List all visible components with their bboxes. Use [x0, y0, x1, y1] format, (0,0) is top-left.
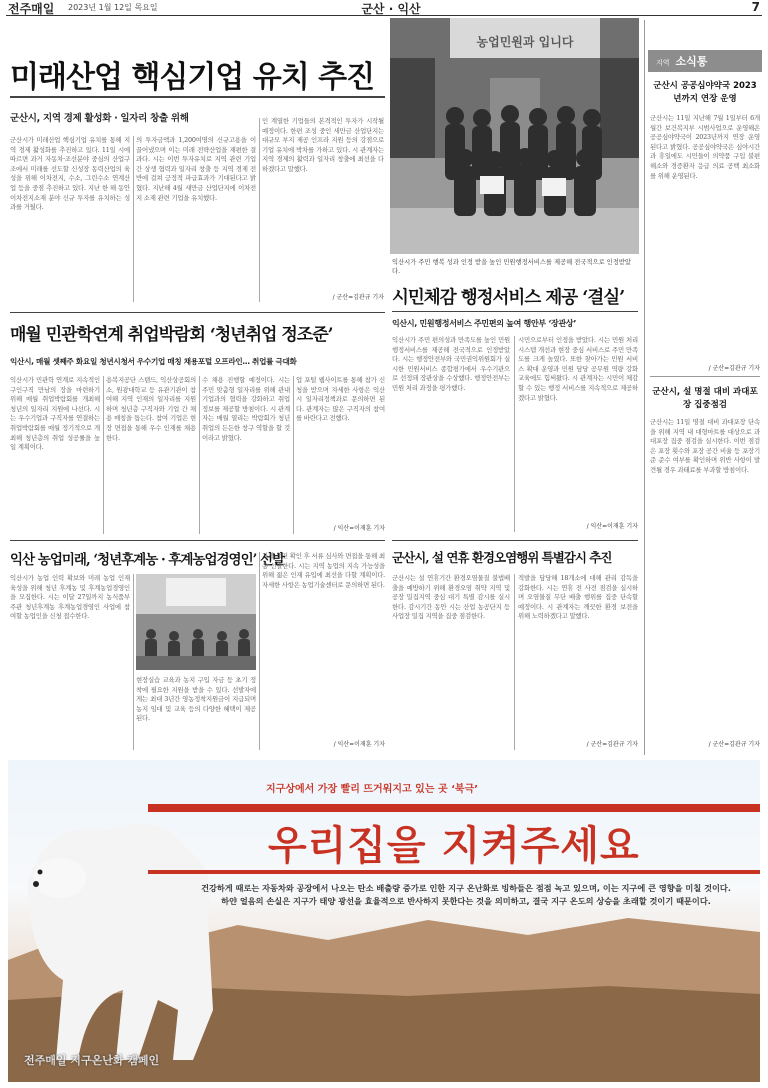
lead-headline: 미래산업 핵심기업 유치 추진	[10, 60, 375, 95]
jobfair-divider	[103, 376, 104, 534]
jobfair-headline: 매월 민관학연계 취업박람회 ‘청년취업 정조준’	[10, 325, 333, 345]
sidebar-title: 소식통	[675, 55, 708, 68]
jobfair-subhead: 익산시, 매월 셋째주 화요일 청년시청서 우수기업 매칭 채용포털 오프라인… 취업률 극대화	[10, 357, 297, 366]
svg-text:농업민원과 입니다: 농업민원과 입니다	[476, 35, 574, 49]
ad-stripe-bottom	[148, 870, 760, 874]
brief-1-title: 군산시 공공심야약국 2023년까지 연장 운영	[653, 81, 757, 104]
ad-text: 건강하게 때로는 자동차와 공장에서 나오는 탄소 배출량 증가로 인한 지구 온난화로 빙하들은 점점 녹고 있으며, 이는 지구에 큰 영향을 미칠 것이다. 하얀 얼음의 손실은 지구가 태양 광선을 효율적으로 반사하지 못한다는 것을 의미하고, 결국 지구 온도의 상승을 초래할 것이기 때문이다.	[201, 883, 731, 906]
brief-divider	[650, 376, 760, 377]
brief-2-title: 군산시, 설 명절 대비 과대포장 집중점검	[652, 387, 758, 410]
lead-divider	[259, 118, 260, 302]
farm-col-2: 현장실습 교육과 농지 구입 자금 등 초기 정착에 필요한 지원을 받을 수 있다. 선발자에게는 최대 3년간 영농정착지원금이 지급되며 농지 임대 및 교육 등의 다양한 혜택이 제공된다.	[136, 676, 256, 723]
jobfair-divider	[199, 376, 200, 534]
civil-col-1: 익산시가 주민 편의성과 만족도를 높인 민원행정서비스를 제공해 전국적으로 인정받았다. 시는 행정안전부와 국민권익위원회가 실시한 민원서비스 종합평가에서 우수기관으로 선정돼 장관상을 수상했다. 행정안전부는 민원 처리 과정을 평가했다.	[392, 336, 510, 392]
civil-byline: / 익산=이재훈 기자	[586, 523, 638, 530]
civil-rule	[392, 311, 638, 312]
lead-divider	[133, 136, 134, 302]
env-headline: 군산시, 설 연휴 환경오염행위 특별감시 추진	[392, 550, 612, 565]
job-top-rule	[10, 312, 385, 313]
farm-col-1: 익산시가 농업 인력 확보와 미래 농업 인재 육성을 위해 청년 후계농 및 후계농업경영인을 모집한다. 시는 이달 27일까지 농식품부 주관 청년후계농 후계농업경영인 사업에 참여할 농업인을 신청 접수한다.	[10, 574, 130, 621]
ad-main-title: 우리집을 지켜주세요	[268, 823, 640, 869]
farm-headline: 익산 농업미래, ‘청년후계농 · 후계농업경영인’ 선발	[10, 552, 285, 568]
jobfair-col-1: 익산시가 민관학 연계로 지속적인 구인구직 만남의 장을 마련하기 위해 매월 취업박람회를 개최해 청년의 일자리 지원에 나선다. 시는 우수기업과 구직자를 연결하는 취업박람회를 매월 정기적으로 개최해 청년층의 취업 성공률을 높일 계획이다.	[10, 376, 100, 452]
sidebar-label: 지역	[656, 59, 670, 67]
lead-col-1: 군산시가 미래산업 핵심기업 유치를 통해 지역 경제 활성화를 추진하고 있다. 11일 시에 따르면 과거 자동차·조선분야 중심의 산업구조에서 미래를 선도할 신성장 동력산업의 육성을 위해 이차전지, 수소, 그린수소 연계산업 등을 중점 추진하고 있다. 지난 한 해 동안 이차전지소재 분야 신규 투자를 유치하는 성과를 거뒀다.	[10, 136, 130, 212]
lead-photo-caption: 익산시가 주민 행복 성과 인정 받을 높인 민원행정서비스를 제공해 전국적으로 인정받았다.	[392, 259, 631, 275]
climate-ad	[8, 760, 760, 1082]
sidebar-divider	[644, 20, 645, 755]
jobfair-col-3: 수 채용 진행할 예정이다. 시는 주민 맞춤형 일자리를 위해 관내 기업과의 협력을 강화하고 취업 정보를 제공할 방침이다. 시 관계자는 매월 열리는 박람회가 청년 취업의 든든한 창구 역할을 할 것이라고 밝혔다.	[202, 376, 290, 442]
env-byline: / 군산=김관규 기자	[586, 741, 638, 748]
publication-name: 전주매일	[8, 2, 55, 16]
jobfair-byline: / 익산=이재훈 기자	[333, 525, 385, 532]
issue-date: 2023년 1월 12일 목요일	[68, 3, 158, 12]
ad-credit: 전주매일 지구온난화 캠페인	[24, 1054, 160, 1067]
farm-col-3: 자격 요건 확인 후 서류 심사와 면접을 통해 최종 선발한다. 시는 지역 농업의 지속 가능성을 위해 젊은 인재 유입에 최선을 다할 계획이다. 자세한 사항은 농업기술센터로 문의하면 된다.	[262, 552, 385, 589]
civil-headline: 시민체감 행정서비스 제공 ‘결실’	[392, 288, 625, 308]
brief-1-byline: / 군산=김관규 기자	[708, 365, 760, 372]
env-divider	[514, 574, 515, 750]
lead-col-3: 인 계열한 기업들의 본격적인 투자가 시작될 예정이다. 한편 조성 중인 새만금 산업단지는 대규모 부지 제공 인프라 지원 등의 강점으로 기업 유치에 박차를 가하고 있다. 시 관계자는 지역 경제의 활력과 일자리 창출에 최선을 다하겠다고 말했다.	[262, 117, 384, 173]
ad-small-title: 지구상에서 가장 빨리 뜨거워지고 있는 곳 ‘북극’	[266, 784, 479, 795]
sidebar-header	[648, 50, 762, 72]
ad-stripe-top	[148, 804, 760, 812]
farm-divider	[133, 574, 134, 750]
lead-col-2: 의 투자금액과 1,200여명의 신규고용을 이끌어냈으며 이는 미래 전략산업을 재편한 결과다. 시는 이번 투자유치로 지역 관련 기업 간 상생 협력과 일자리 창출 등 지역 경제 전반에 걸쳐 긍정적 파급효과가 기대된다고 밝혔다. 지난해 4월 새만금 산업단지에 이차전지 소재 관련 기업을 유치했다.	[136, 136, 256, 202]
env-col-1: 군산시는 설 연휴기간 환경오염물질 불법배출을 예방하기 위해 환경오염 취약 지역 및 공장 밀집지역 중심 대기 특별 감시를 실시한다. 감시기간 동안 시는 산업 농공단지 등 사업장 밀집 지역을 집중 점검한다.	[392, 574, 510, 621]
meeting-photo	[136, 574, 256, 670]
jobfair-col-2: 용복지공단 스탠드, 익산상공회의소, 원광대학교 등 유관기관이 참여해 지역 인재의 일자리를 지원하며 청년층 구직자와 기업 간 채용 매칭을 돕는다. 참여 기업은 현장 면접을 통해 우수 인재를 채용한다.	[106, 376, 196, 442]
lead-byline: / 군산=김관규 기자	[332, 294, 384, 301]
jobfair-col-4: 업 포털 웹사이트를 통해 참가 신청을 받으며 자세한 사항은 익산시 일자리정책과로 문의하면 된다. 관계자는 많은 구직자의 참여를 바란다고 전했다.	[296, 376, 385, 423]
masthead	[6, 0, 762, 16]
lead-rule	[10, 96, 385, 98]
jobfair-divider	[293, 376, 294, 534]
civil-divider	[514, 336, 515, 532]
civil-col-2: 시민으로부터 인정을 받았다. 시는 민원 처리 시스템 개선과 현장 중심 서비스로 주민 만족도를 크게 높였다. 또한 찾아가는 민원 서비스 확대 운영과 민원 담당 공무원 역량 강화 교육에도 힘써왔다. 시 관계자는 시민이 체감할 수 있는 행정 서비스를 지속적으로 제공하겠다고 밝혔다.	[518, 336, 638, 402]
brief-2-byline: / 군산=김관규 기자	[708, 741, 760, 748]
brief-2-body: 군산시는 11일 명절 대비 과대포장 단속을 위해 지역 내 대형마트를 대상으로 과대포장 집중 점검을 실시한다. 이번 점검은 포장 횟수와 포장 공간 비율 등 포장기준 준수 여부를 확인하며 위반 사항이 발견될 경우 과태료를 부과할 방침이다.	[650, 418, 760, 474]
lead-subhead: 군산시, 지역 경제 활성화 · 일자리 창출 위해	[10, 113, 189, 124]
farm-byline: / 익산=이재훈 기자	[333, 741, 385, 748]
section-name: 군산 · 익산	[361, 2, 421, 16]
page-number: 7	[751, 0, 760, 14]
env-top-rule	[392, 540, 638, 541]
farm-divider	[259, 552, 260, 750]
brief-1-body: 군산시는 11일 지난해 7월 1일부터 6개월간 보건복지부 시범사업으로 운영해온 공공심야약국이 2023년까지 연장 운영된다고 밝혔다. 공공심야약국은 심야시간과 휴일에도 시민들이 의약품 구입 불편 해소와 경증환자 응급 의료 공백 최소화를 위해 운영된다.	[650, 114, 760, 180]
farm-top-rule	[10, 540, 385, 541]
group-photo	[390, 18, 639, 254]
env-col-2: 적발을 담당해 18개소에 대해 관리 감독을 강화한다. 시는 연휴 전 사전 점검을 실시하며 오염물질 무단 배출 행위를 집중 단속할 예정이다. 시 관계자는 깨끗한 환경 보전을 위해 노력하겠다고 말했다.	[518, 574, 638, 621]
civil-subhead: 익산시, 민원행정서비스 주민편의 높여 행안부 ‘장관상’	[392, 319, 577, 328]
